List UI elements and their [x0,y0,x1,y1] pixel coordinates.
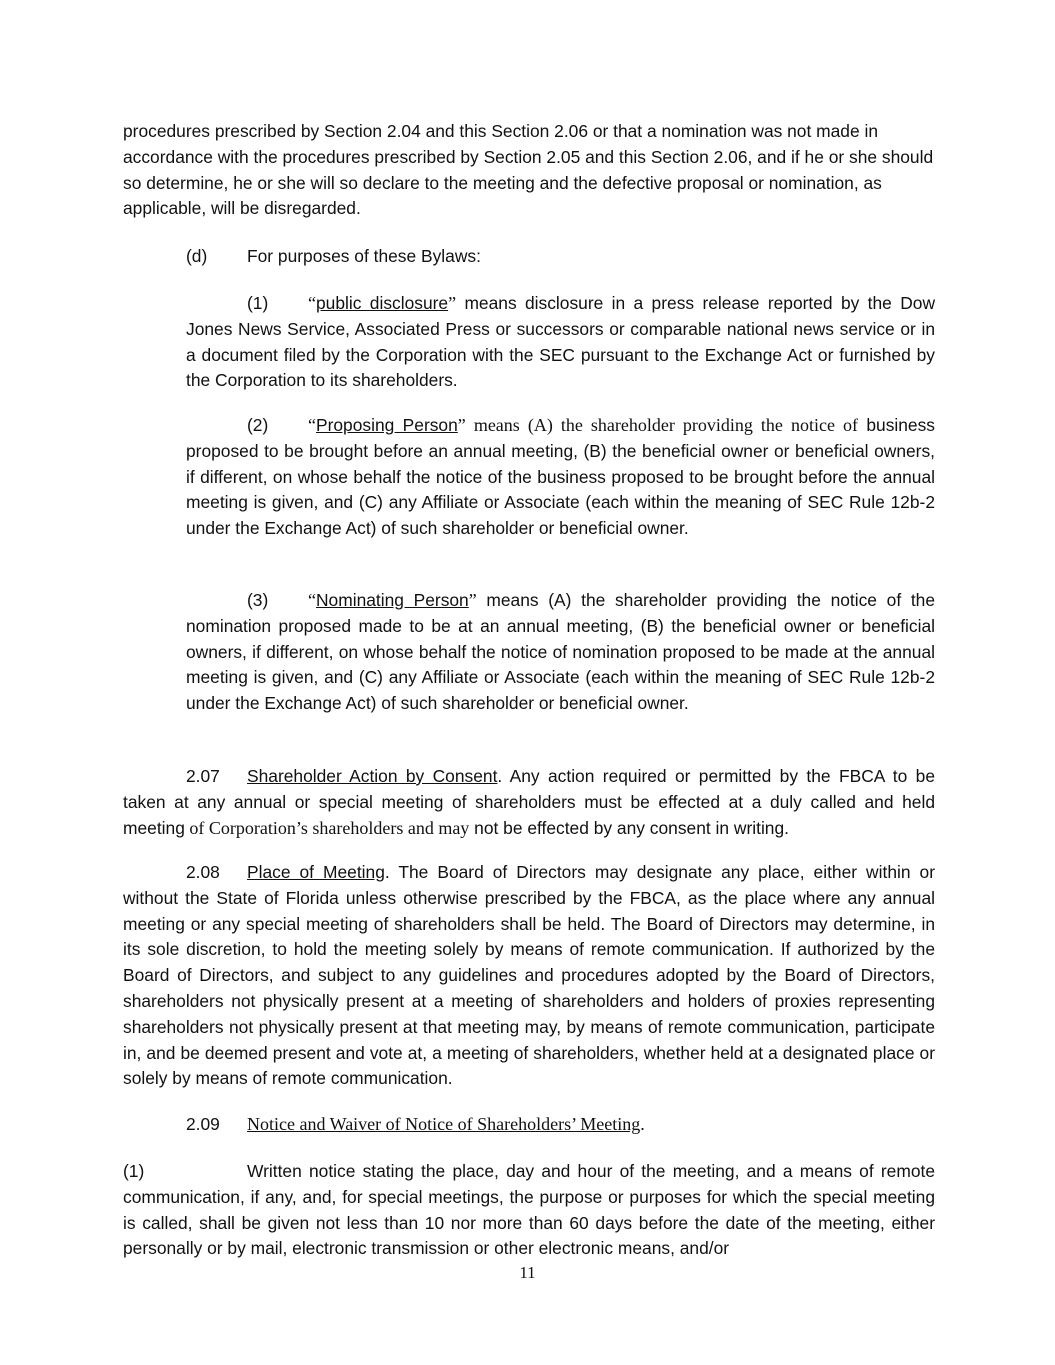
close-quote: ” [457,415,466,435]
definition-text: means disclosure in a press release reported by the Dow Jones News Service, Associated Press or successors or comparable national news service or in a document filed by the Corporation with the SEC pursuant to the Exchange Act or furnished by the Corporation to its shareholders. [186,293,936,391]
definition-text: means (A) the shareholder providing the notice of the nomination proposed made to be at an annual meeting, (B) the beneficial owner or beneficial owners, if different, on whose behalf the notice of nomination proposed to be made at the annual meeting is given, and (C) any Affiliate or Associate (each within the meaning of SEC Rule 12b-2 under the Exchange Act) of such shareholder or beneficial owner. [186,590,935,714]
section-2-08 [123,860,935,1092]
section-title-suffix: . [640,1114,645,1134]
definition-number: (2) [247,415,269,435]
section-text-end: not be effected by any consent in writing. [469,817,789,838]
definition-public-disclosure [186,291,935,394]
section-text: . The Board of Directors may designate any place, either within or without the State of Florida unless otherwise prescribed by the FBCA, as the place where any annual meeting or any special meeting of shareholders shall be held. The Board of Directors may determine, in its sole discretion, to hold the meeting solely by means of remote communication. If authorized by the Board of Directors, and subject to any guidelines and procedures adopted by the Board of Directors, shareholders not physically present at a meeting of shareholders and holders of proxies representing shareholders not physically present at that meeting may, by means of remote communication, participate in, and be deemed present and vote at, a meeting of shareholders, whether held at a designated place or solely by means of remote communication. [123,862,935,1089]
section-2-09 [186,1112,935,1138]
close-quote: ” [468,590,477,610]
definition-text: business proposed to be brought before an annual meeting, (B) the beneficial owner or beneficial owners, if different, on whose behalf the notice of the business proposed to be brought before the annual meeting is given, and (C) any Affiliate or Associate (each within the meaning of SEC Rule 12b-2 under the Exchange Act) of such shareholder or beneficial owner. [186,415,935,539]
section-title: Shareholder Action by Consent [247,766,498,786]
section-d-paragraph [186,244,935,270]
defined-term: Proposing Person [316,415,458,435]
section-2-07 [123,764,935,841]
continuation-paragraph: procedures prescribed by Section 2.04 and this Section 2.06 or that a nomination was not made in accordance with the procedures prescribed by Section 2.05 and this Section 2.06, and if he or she should so determine, he or she will so declare to the meeting and the defective proposal or nomination, as applicable, will be disregarded. [123,121,934,219]
defined-term: Nominating Person [316,590,469,610]
section-title: Notice and Waiver of Notice of Shareholders’ Meeting [247,1114,641,1134]
section-number: 2.08 [186,862,220,882]
section-d-text: For purposes of these Bylaws: [247,246,481,266]
definition-number: (3) [247,590,269,610]
section-text-serif: of Corporation’s shareholders and may [184,817,470,838]
definition-text-serif: means (A) the shareholder providing the notice of [465,415,858,435]
section-number: 2.09 [186,1114,220,1134]
open-quote: “ [308,415,316,435]
definition-nominating-person [186,588,935,717]
defined-term: public disclosure [316,293,449,313]
notice-item-text: Written notice stating the place, day and hour of the meeting, and a means of remote communication, if any, and, for special meetings, the purpose or purposes for which the special meeting is called, shall be given not less than 10 nor more than 60 days before the date of the meeting, either personally or by mail, electronic transmission or other electronic means, and/or [123,1161,935,1259]
definition-number: (1) [247,293,269,313]
open-quote: “ [308,293,316,313]
open-quote: “ [308,590,316,610]
section-number: 2.07 [186,766,220,786]
section-text: . Any action required or permitted by the FBCA to be taken at any annual or special meeting of shareholders must be effected at a duly called and held meeting [123,766,935,838]
page-number: 11 [519,1263,536,1282]
definition-proposing-person [186,413,935,542]
section-d-label: (d) [186,246,208,266]
close-quote: ” [448,293,457,313]
notice-item-number: (1) [123,1161,145,1181]
notice-item-1 [123,1159,935,1262]
section-title: Place of Meeting [247,862,385,882]
